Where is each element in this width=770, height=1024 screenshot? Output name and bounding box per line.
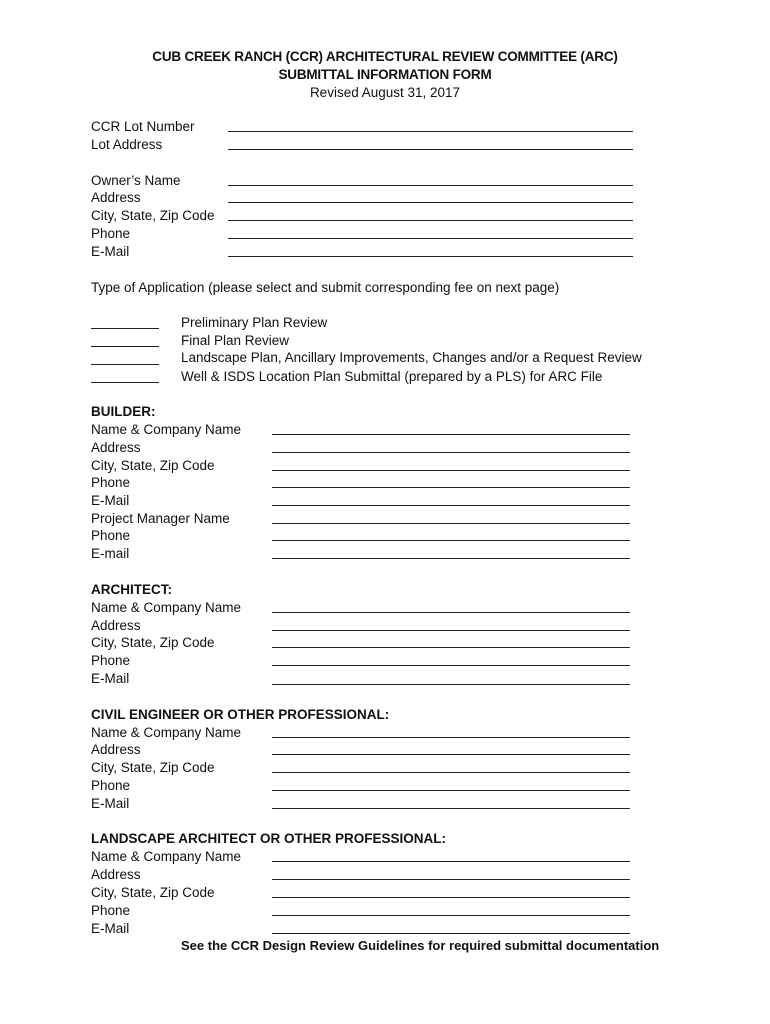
builder-field[interactable] bbox=[272, 470, 630, 471]
civil-field[interactable] bbox=[272, 772, 630, 773]
application-option: Landscape Plan, Ancillary Improvements, Changes and/or a Request Review bbox=[181, 350, 642, 365]
form-subtitle: SUBMITTAL INFORMATION FORM bbox=[278, 67, 492, 82]
option-blank[interactable] bbox=[91, 346, 159, 347]
owner-address-field[interactable] bbox=[228, 202, 633, 203]
option-blank[interactable] bbox=[91, 364, 159, 365]
builder-field[interactable] bbox=[272, 487, 630, 488]
owner-name-field[interactable] bbox=[228, 185, 633, 186]
architect-field[interactable] bbox=[272, 665, 630, 666]
landscape-field[interactable] bbox=[272, 915, 630, 916]
civil-field-label: Name & Company Name bbox=[91, 725, 242, 740]
architect-field-label: Phone bbox=[91, 653, 131, 668]
builder-field-label: Address bbox=[91, 440, 141, 455]
architect-field-label: E-Mail bbox=[91, 671, 130, 686]
application-option: Well & ISDS Location Plan Submittal (prepared by a PLS) for ARC File bbox=[181, 369, 603, 384]
builder-heading: BUILDER: bbox=[91, 404, 156, 419]
owner-phone-field[interactable] bbox=[228, 238, 633, 239]
builder-field[interactable] bbox=[272, 434, 630, 435]
architect-field-label: Address bbox=[91, 618, 141, 633]
owner-email-label: E-Mail bbox=[91, 244, 130, 259]
architect-heading: ARCHITECT: bbox=[91, 582, 172, 597]
owner-phone-label: Phone bbox=[91, 226, 131, 241]
revision-date: Revised August 31, 2017 bbox=[309, 85, 461, 100]
civil-field[interactable] bbox=[272, 737, 630, 738]
application-prompt: Type of Application (please select and submit corresponding fee on next page) bbox=[91, 280, 560, 295]
lot-number-label: CCR Lot Number bbox=[91, 119, 195, 134]
builder-field[interactable] bbox=[272, 505, 630, 506]
civil-field-label: City, State, Zip Code bbox=[91, 760, 215, 775]
landscape-field-label: City, State, Zip Code bbox=[91, 885, 215, 900]
owner-email-field[interactable] bbox=[228, 256, 633, 257]
form-title: CUB CREEK RANCH (CCR) ARCHITECTURAL REVIEW COMMITTEE (ARC) bbox=[152, 49, 618, 64]
builder-field[interactable] bbox=[272, 523, 630, 524]
civil-field[interactable] bbox=[272, 808, 630, 809]
architect-field[interactable] bbox=[272, 630, 630, 631]
option-blank[interactable] bbox=[91, 328, 159, 329]
landscape-field-label: E-Mail bbox=[91, 921, 130, 936]
landscape-field-label: Phone bbox=[91, 903, 131, 918]
landscape-field[interactable] bbox=[272, 861, 630, 862]
builder-field[interactable] bbox=[272, 452, 630, 453]
civil-field[interactable] bbox=[272, 754, 630, 755]
landscape-field-label: Address bbox=[91, 867, 141, 882]
footer-note: See the CCR Design Review Guidelines for required submittal documentation bbox=[181, 938, 660, 953]
lot-address-label: Lot Address bbox=[91, 137, 163, 152]
architect-field[interactable] bbox=[272, 647, 630, 648]
landscape-heading: LANDSCAPE ARCHITECT OR OTHER PROFESSIONAL: bbox=[91, 831, 447, 846]
landscape-field[interactable] bbox=[272, 897, 630, 898]
civil-field[interactable] bbox=[272, 790, 630, 791]
owner-city-label: City, State, Zip Code bbox=[91, 208, 215, 223]
landscape-field[interactable] bbox=[272, 879, 630, 880]
builder-field-label: Phone bbox=[91, 528, 131, 543]
lot-number-field[interactable] bbox=[228, 131, 633, 132]
architect-field[interactable] bbox=[272, 684, 630, 685]
architect-field[interactable] bbox=[272, 612, 630, 613]
owner-city-field[interactable] bbox=[228, 220, 633, 221]
architect-field-label: City, State, Zip Code bbox=[91, 635, 215, 650]
civil-field-label: E-Mail bbox=[91, 796, 130, 811]
builder-field-label: E-mail bbox=[91, 546, 130, 561]
option-blank[interactable] bbox=[91, 382, 159, 383]
civil-field-label: Phone bbox=[91, 778, 131, 793]
lot-address-field[interactable] bbox=[228, 149, 633, 150]
builder-field-label: E-Mail bbox=[91, 493, 130, 508]
builder-field[interactable] bbox=[272, 540, 630, 541]
builder-field-label: Phone bbox=[91, 475, 131, 490]
architect-field-label: Name & Company Name bbox=[91, 600, 242, 615]
builder-field-label: Name & Company Name bbox=[91, 422, 242, 437]
builder-field-label: City, State, Zip Code bbox=[91, 458, 215, 473]
owner-address-label: Address bbox=[91, 190, 141, 205]
application-option: Final Plan Review bbox=[181, 333, 290, 348]
landscape-field[interactable] bbox=[272, 933, 630, 934]
builder-field[interactable] bbox=[272, 558, 630, 559]
landscape-field-label: Name & Company Name bbox=[91, 849, 242, 864]
civil-field-label: Address bbox=[91, 742, 141, 757]
builder-field-label: Project Manager Name bbox=[91, 511, 230, 526]
application-option: Preliminary Plan Review bbox=[181, 315, 328, 330]
owner-name-label: Owner’s Name bbox=[91, 173, 181, 188]
civil-heading: CIVIL ENGINEER OR OTHER PROFESSIONAL: bbox=[91, 707, 390, 722]
